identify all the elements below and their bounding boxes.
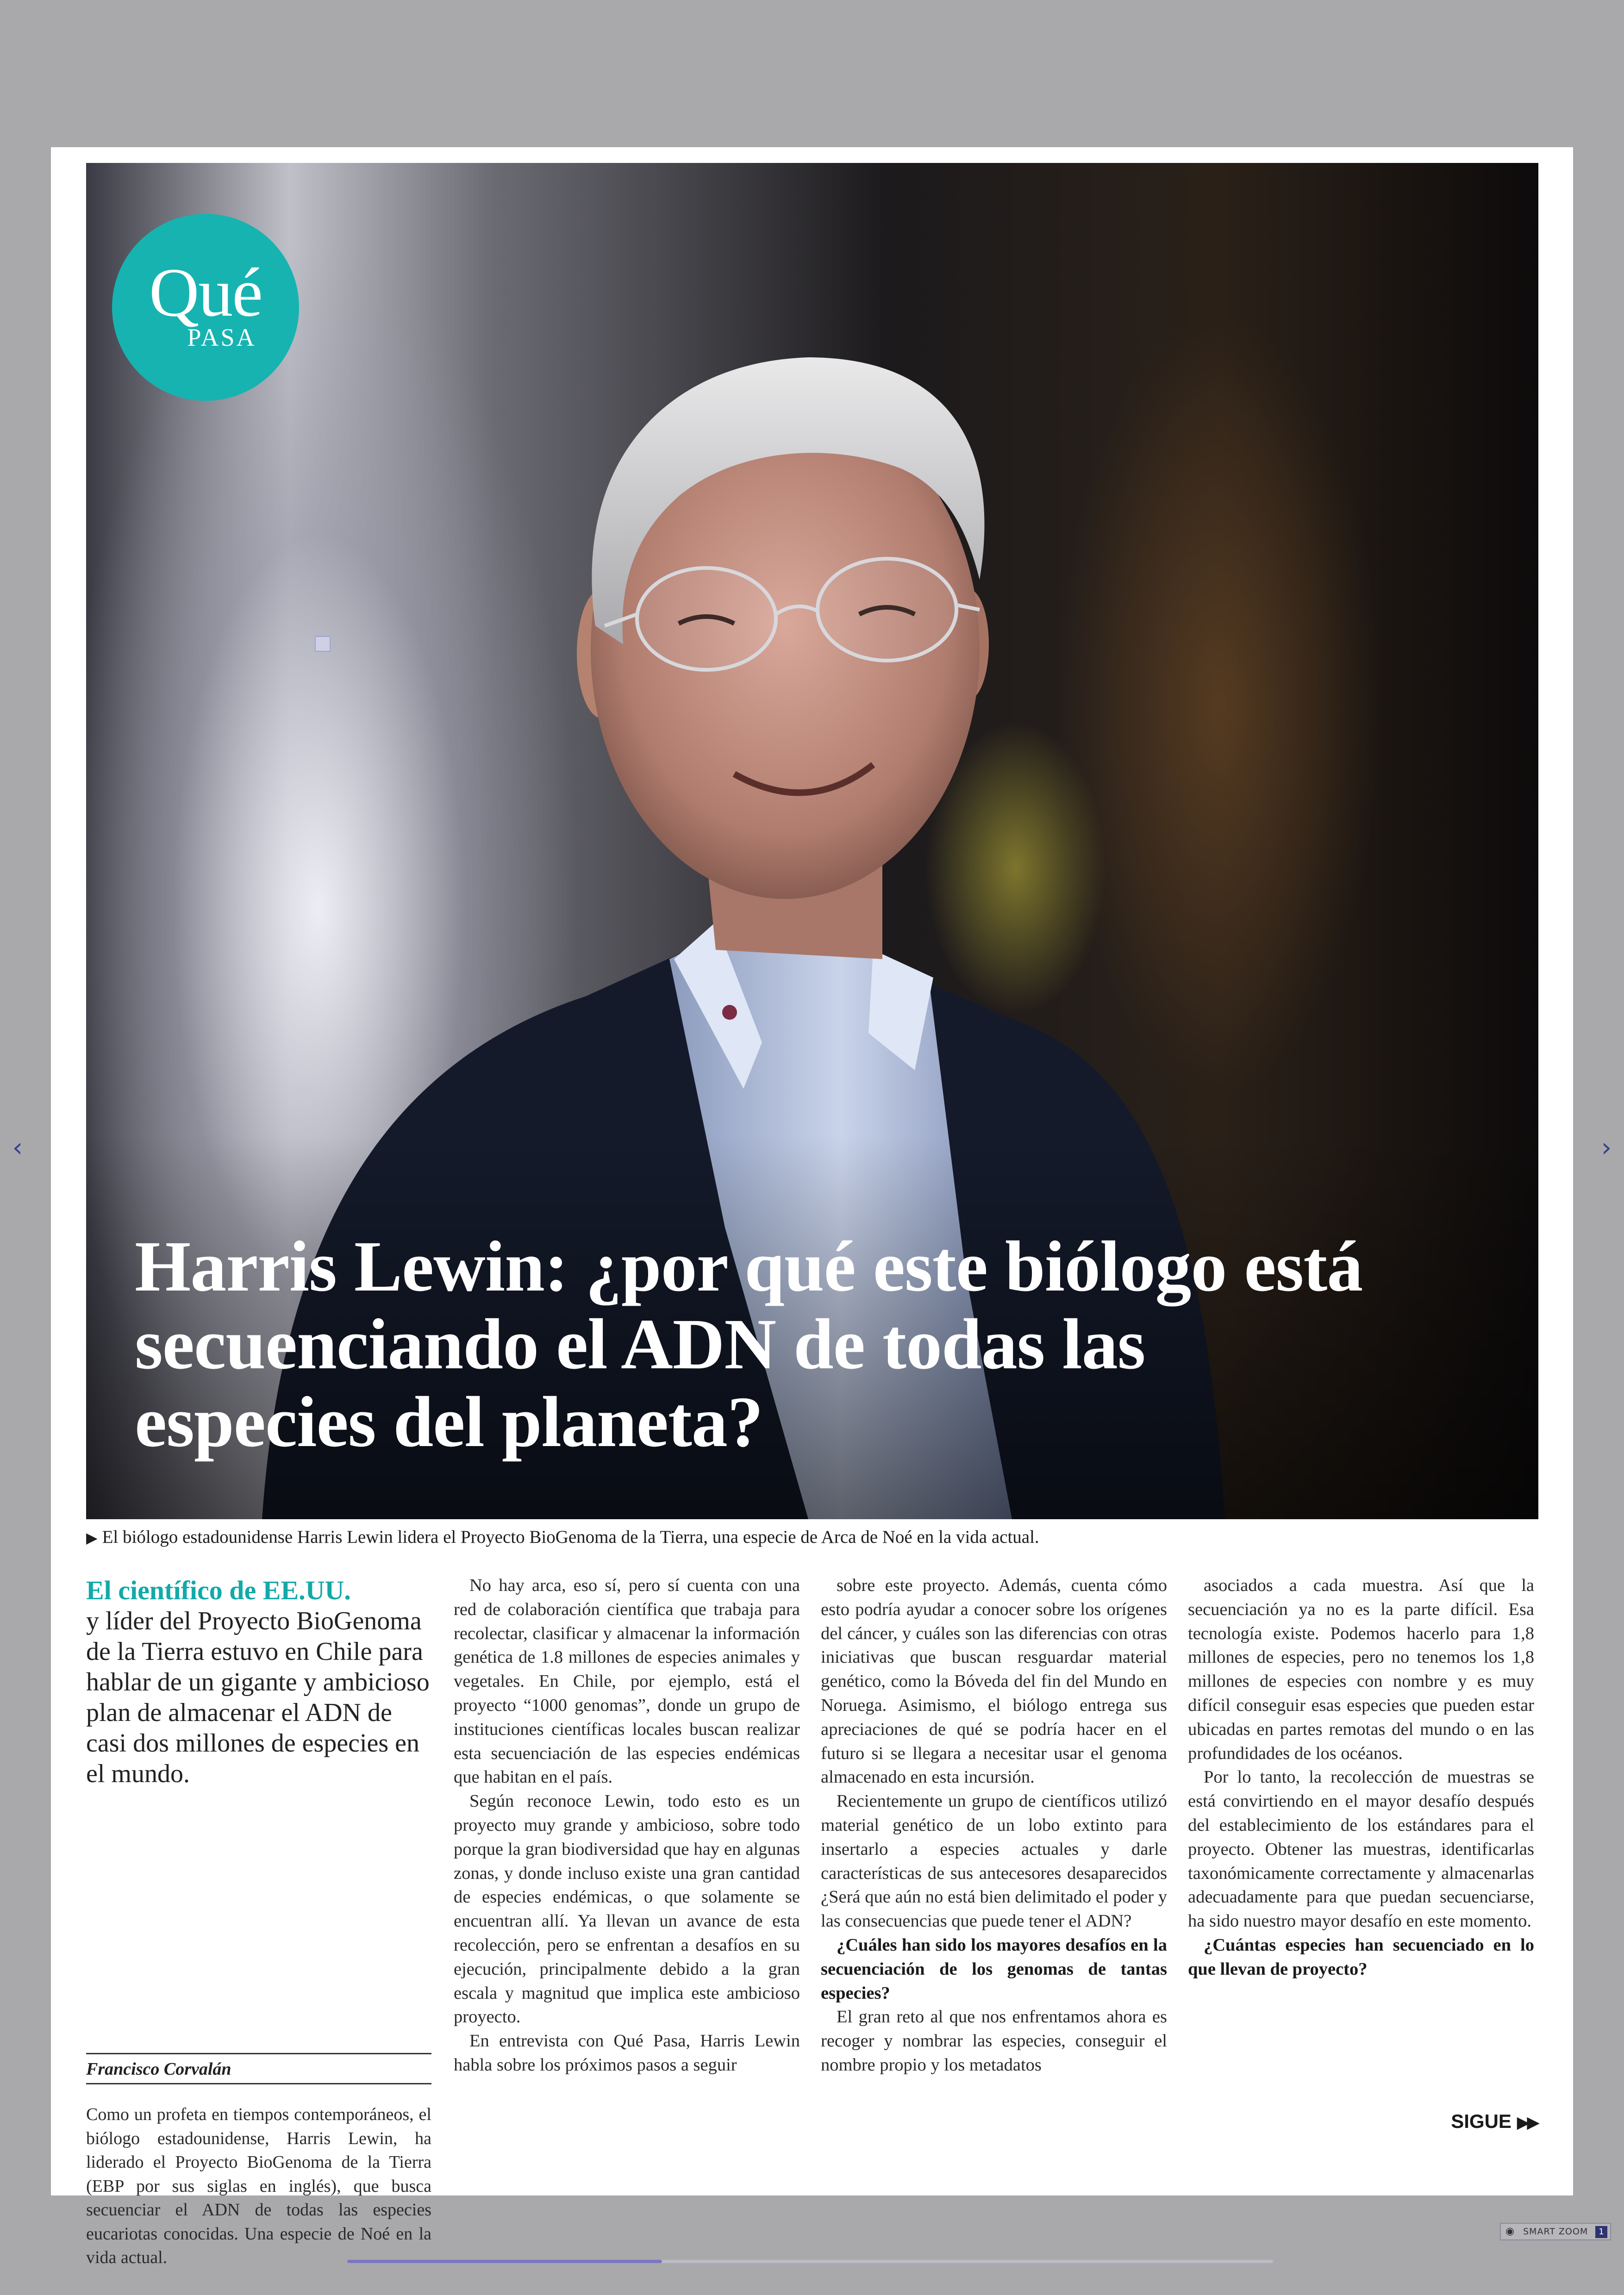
- body-paragraph: Por lo tanto, la recolección de muestras se está convirtiendo en el mayor desafío después del establecimiento de los estándares para el proyecto. Obtener las muestras, identificarlas taxonómicamente correctamente y almacenarlas adecuadamente para que puedan secuenciarse, ha sido nuestro mayor desafío en este momento.: [1188, 1767, 1534, 1931]
- photo-caption-text: El biólogo estadounidense Harris Lewin lidera el Proyecto BioGenoma de la Tierra, una especie de Arca de Noé en la vida actual.: [102, 1527, 1039, 1547]
- body-paragraph: Según reconoce Lewin, todo esto es un proyecto muy grande y ambicioso, sobre todo porque la gran biodiversidad que hay en algunas zonas, y donde incluso existe una gran cantidad de especies endémicas, o que solamente se encuentran allí. Ya llevan un avance de esta recolección, pero se enfrentan a desafíos en su ejecución, principalmente debido a la gran escala y magnitud que implica este ambicioso proyecto.: [454, 1791, 800, 2027]
- smart-zoom-button[interactable]: [1500, 2223, 1611, 2240]
- smart-zoom-hotspot[interactable]: [315, 636, 331, 652]
- page-progress-fill: [347, 2260, 662, 2263]
- logo-pasa-text: PASA: [187, 324, 256, 351]
- body-paragraph: Recientemente un grupo de científicos utilizó material genético de un lobo extinto para insertarlo a especies actuales y darle características de sus antecesores desaparecidos ¿Será que aún no está bien delimitado el poder y las consecuencias que puede tener el ADN?: [821, 1791, 1167, 1931]
- chevron-right-icon: ›: [1601, 1133, 1612, 1163]
- interview-question: ¿Cuántas especies han secuenciado en lo que llevan de proyecto?: [1188, 1935, 1534, 1979]
- intro-paragraph: Como un profeta en tiempos contemporáneos, el biólogo estadounidense, Harris Lewin, ha liderado el Proyecto BioGenoma de la Tierra (EBP por sus siglas en inglés), que busca secuenciar el ADN de todas las especies eucariotas conocidas. Una especie de Noé en la vida actual.: [86, 2105, 431, 2267]
- smart-zoom-count: 1: [1595, 2226, 1607, 2238]
- photo-caption: [86, 1526, 1538, 1549]
- caption-triangle-icon: ▶: [86, 1529, 98, 1547]
- body-paragraph: El gran reto al que nos enfrentamos ahora es recoger y nombrar las especies, conseguir el nombre propio y los metadatos: [821, 2007, 1167, 2075]
- continue-link[interactable]: [1393, 2110, 1537, 2134]
- body-paragraph: asociados a cada muestra. Así que la secuenciación ya no es la parte difícil. Esa tecnología existe. Podemos hacerlo para 1,8 millones de especies, pero no tenemos los 1,8 millones de especies con nombre y es muy difícil conseguir esas especies que pueden estar ubicadas en partes remotas del mundo o en las profundidades de los océanos.: [1188, 1576, 1534, 1763]
- article-lede: [86, 1575, 438, 1789]
- hero-photo: [86, 163, 1538, 1519]
- next-page-button[interactable]: [1593, 1134, 1620, 1162]
- double-arrow-right-icon: ▶▶: [1517, 2113, 1537, 2132]
- text-column-1: [454, 1574, 800, 2077]
- text-column-2: [821, 1574, 1167, 2077]
- body-paragraph: No hay arca, eso sí, pero sí cuenta con una red de colaboración científica que trabaja para recolectar, clasificar y almacenar la información genética de 1.8 millones de especies animales y vegetales. En Chile, por ejemplo, está el proyecto “1000 genomas”, donde un grupo de instituciones científicas locales buscan realizar esta secuenciación de las especies endémicas que habitan en el país.: [454, 1576, 800, 1787]
- smart-zoom-label: SMART ZOOM: [1523, 2226, 1588, 2237]
- previous-page-button[interactable]: [4, 1134, 31, 1162]
- body-paragraph: En entrevista con Qué Pasa, Harris Lewin habla sobre los próximos pasos a seguir: [454, 2031, 800, 2075]
- logo-que-text: Qué: [149, 254, 262, 331]
- interview-question: ¿Cuáles han sido los mayores desafíos en la secuenciación de los genomas de tantas especies?: [821, 1935, 1167, 2003]
- que-pasa-logo: [112, 214, 299, 401]
- lede-accent: El científico de EE.UU.: [86, 1575, 351, 1605]
- chevron-left-icon: ‹: [12, 1133, 23, 1163]
- page-progress-bar[interactable]: [347, 2260, 1273, 2263]
- eye-icon: ◉: [1505, 2226, 1515, 2237]
- article-headline: Harris Lewin: ¿por qué este biólogo está secuenciando el ADN de todas las especies del planeta?: [135, 1226, 1363, 1462]
- text-column-3: [1188, 1574, 1534, 1982]
- continue-label: SIGUE: [1451, 2110, 1512, 2132]
- byline: Francisco Corvalán: [86, 2053, 431, 2084]
- lede-body: y líder del Proyecto BioGenoma de la Tierra estuvo en Chile para hablar de un gigante y ambicioso plan de almacenar el ADN de casi dos millones de especies en el mundo.: [86, 1607, 430, 1788]
- body-paragraph: sobre este proyecto. Además, cuenta cómo esto podría ayudar a conocer sobre los orígenes del cáncer, y cuáles son las diferencias con otras iniciativas que buscan resguardar material genético, como la Bóveda del fin del Mundo en Noruega. Asimismo, el biólogo entrega sus apreciaciones de qué se podría hacer en el futuro si se llegara a necesitar usar el genoma almacenado en esta incursión.: [821, 1576, 1167, 1787]
